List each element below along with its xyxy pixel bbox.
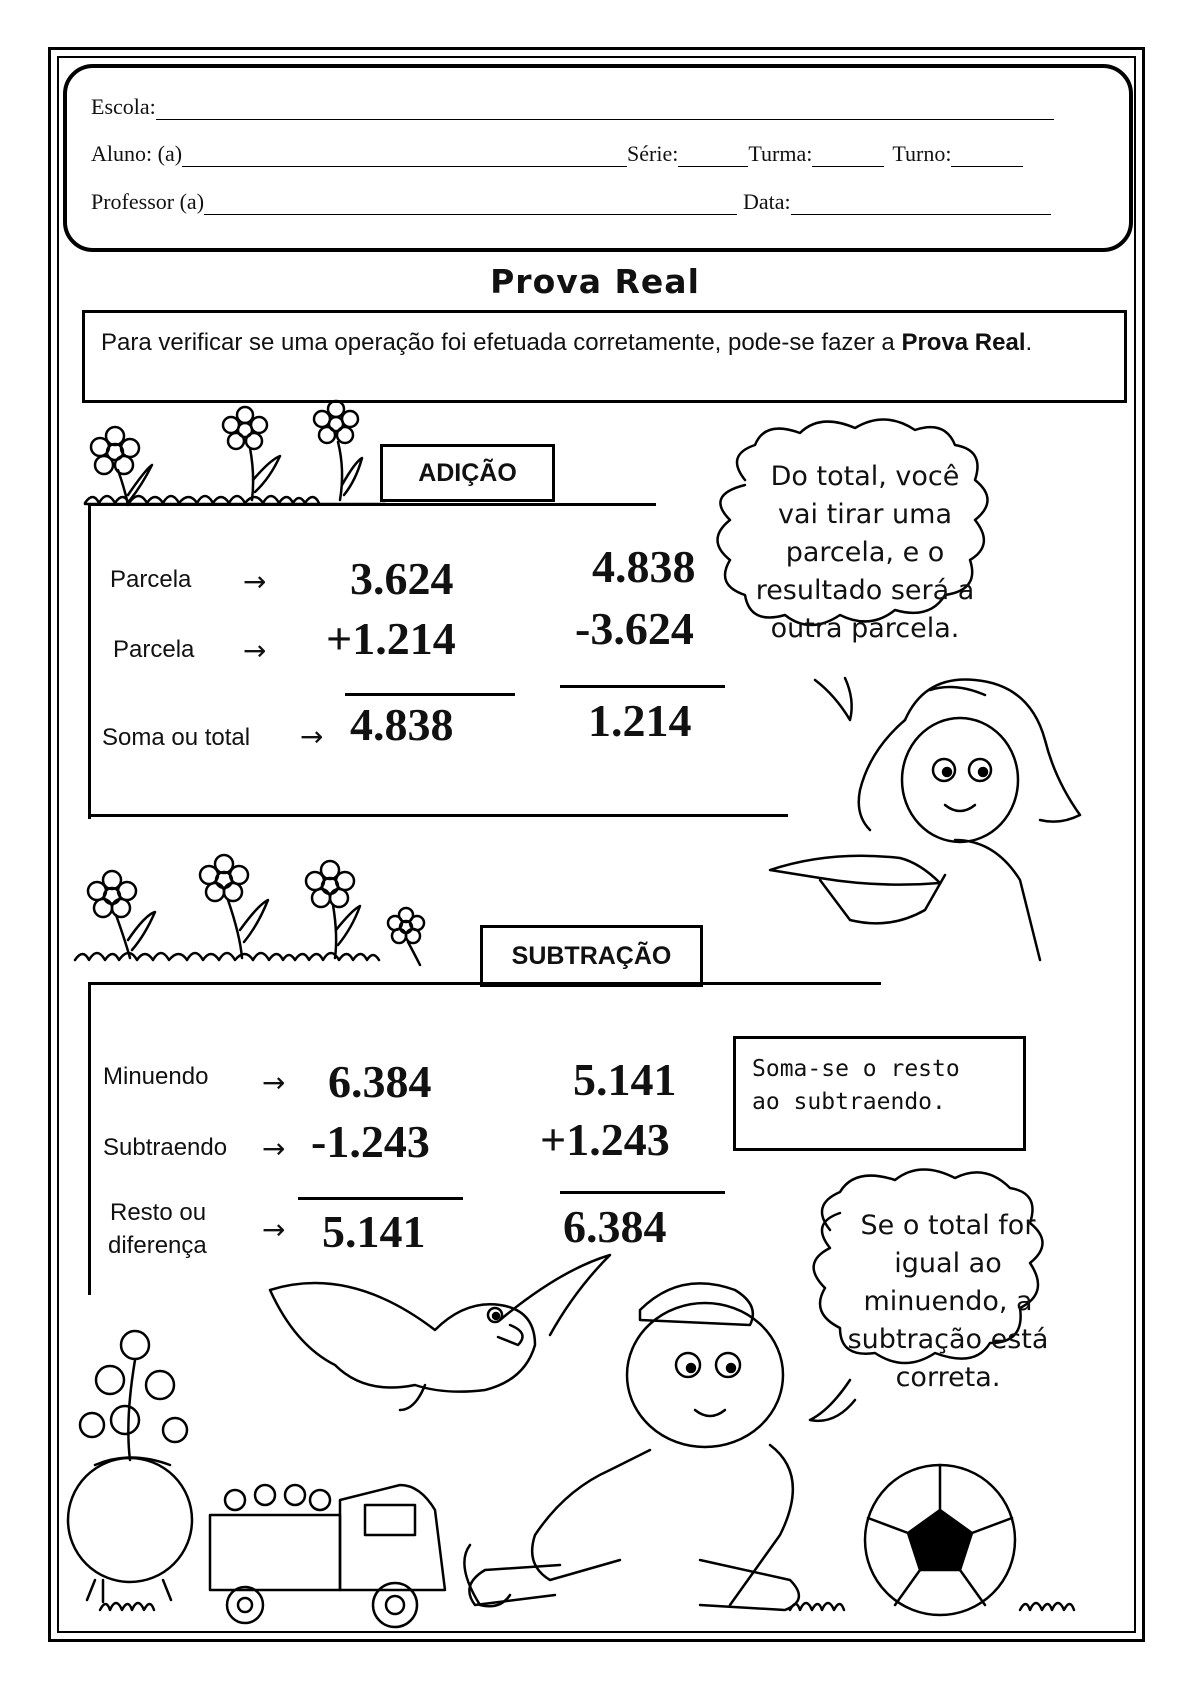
soccer-ball-icon <box>865 1465 1015 1615</box>
subtraction-op1-top: 6.384 <box>328 1056 432 1107</box>
subtraction-op2-top: 5.141 <box>573 1054 677 1105</box>
bubble-line: resultado será a <box>755 575 975 606</box>
flower-icon <box>223 407 280 500</box>
subtraction-op1-mid: -1.243 <box>311 1116 430 1167</box>
intro-text: Para verificar se uma operação foi efetuada corretamente, pode-se fazer a <box>101 329 902 356</box>
subtraction-op2-result: 6.384 <box>563 1201 667 1252</box>
minuend-label: Minuendo <box>103 1063 209 1090</box>
addition-op2-rule <box>560 685 725 688</box>
boy-icon <box>464 1283 799 1610</box>
bubble-line: parcela, e o <box>785 537 945 568</box>
arrow-icon: → <box>262 1066 286 1099</box>
bubble-line: minuendo, a <box>863 1286 1033 1317</box>
toy-truck-icon <box>210 1485 445 1627</box>
grass-icon <box>100 1603 1074 1610</box>
addend-label: Parcela <box>113 636 195 663</box>
bubble-line: vai tirar uma <box>778 499 952 530</box>
date-label: Data: <box>743 189 791 214</box>
addition-op1-top: 3.624 <box>350 553 454 604</box>
intro-bold: Prova Real <box>901 329 1026 356</box>
bubble-line: igual ao <box>894 1248 1002 1279</box>
student-label: Aluno: (a) <box>91 141 183 166</box>
potted-plant-icon <box>68 1331 192 1602</box>
page-title: Prova Real <box>490 262 700 301</box>
addition-op2-top: 4.838 <box>592 541 696 592</box>
subtraction-bubble-text <box>823 1207 1073 1397</box>
difference-label-2: diferença <box>108 1232 207 1259</box>
addition-op2-result: 1.214 <box>588 695 692 746</box>
subtraction-op1-rule <box>298 1197 463 1200</box>
subtraction-tag: SUBTRAÇÃO <box>480 925 703 987</box>
subtraction-op2-mid: +1.243 <box>540 1114 670 1165</box>
addend-label: Parcela <box>110 566 192 593</box>
addition-op1-result: 4.838 <box>350 699 454 750</box>
teacher-label: Professor (a) <box>91 189 205 214</box>
flower-icon <box>88 871 155 958</box>
addition-box-bottom <box>88 814 788 817</box>
flower-icon <box>306 861 360 958</box>
addition-op1-rule <box>345 693 515 696</box>
bubble-line: Do total, você <box>770 461 960 492</box>
tip-line: ao subtraendo. <box>752 1089 946 1115</box>
grass-icon <box>75 953 379 960</box>
intro-end: . <box>1025 329 1033 356</box>
flower-icon <box>314 401 362 500</box>
addition-bubble-text <box>735 458 995 648</box>
addition-tag: ADIÇÃO <box>380 444 555 502</box>
flower-icon <box>388 908 424 965</box>
bubble-line: subtração está <box>847 1324 1049 1355</box>
girl-reading-icon <box>770 680 1080 961</box>
subtrahend-label: Subtraendo <box>103 1134 228 1161</box>
arrow-icon: → <box>300 720 324 753</box>
bubble-line: Se o total for <box>860 1210 1036 1241</box>
tip-box <box>733 1036 1026 1151</box>
addition-op2-mid: -3.624 <box>575 603 694 654</box>
school-label: Escola: <box>91 94 156 119</box>
class-label: Turma: <box>748 141 813 166</box>
arrow-icon: → <box>262 1132 286 1165</box>
flower-icon <box>91 427 152 505</box>
addition-op1-mid: +1.214 <box>326 613 456 664</box>
flower-icon <box>200 855 268 958</box>
subtraction-op1-result: 5.141 <box>322 1206 426 1257</box>
arrow-icon: → <box>262 1213 286 1246</box>
bubble-line: correta. <box>895 1362 1001 1393</box>
subtraction-op2-rule <box>560 1191 725 1194</box>
tip-line: Soma-se o resto <box>752 1056 960 1082</box>
sum-label: Soma ou total <box>102 724 251 751</box>
bubble-line: outra parcela. <box>770 613 960 644</box>
difference-label-1: Resto ou <box>110 1199 207 1226</box>
shift-label: Turno: <box>892 141 952 166</box>
grass-icon <box>85 496 319 503</box>
arrow-icon: → <box>243 634 267 667</box>
arrow-icon: → <box>243 565 267 598</box>
grade-label: Série: <box>627 141 679 166</box>
